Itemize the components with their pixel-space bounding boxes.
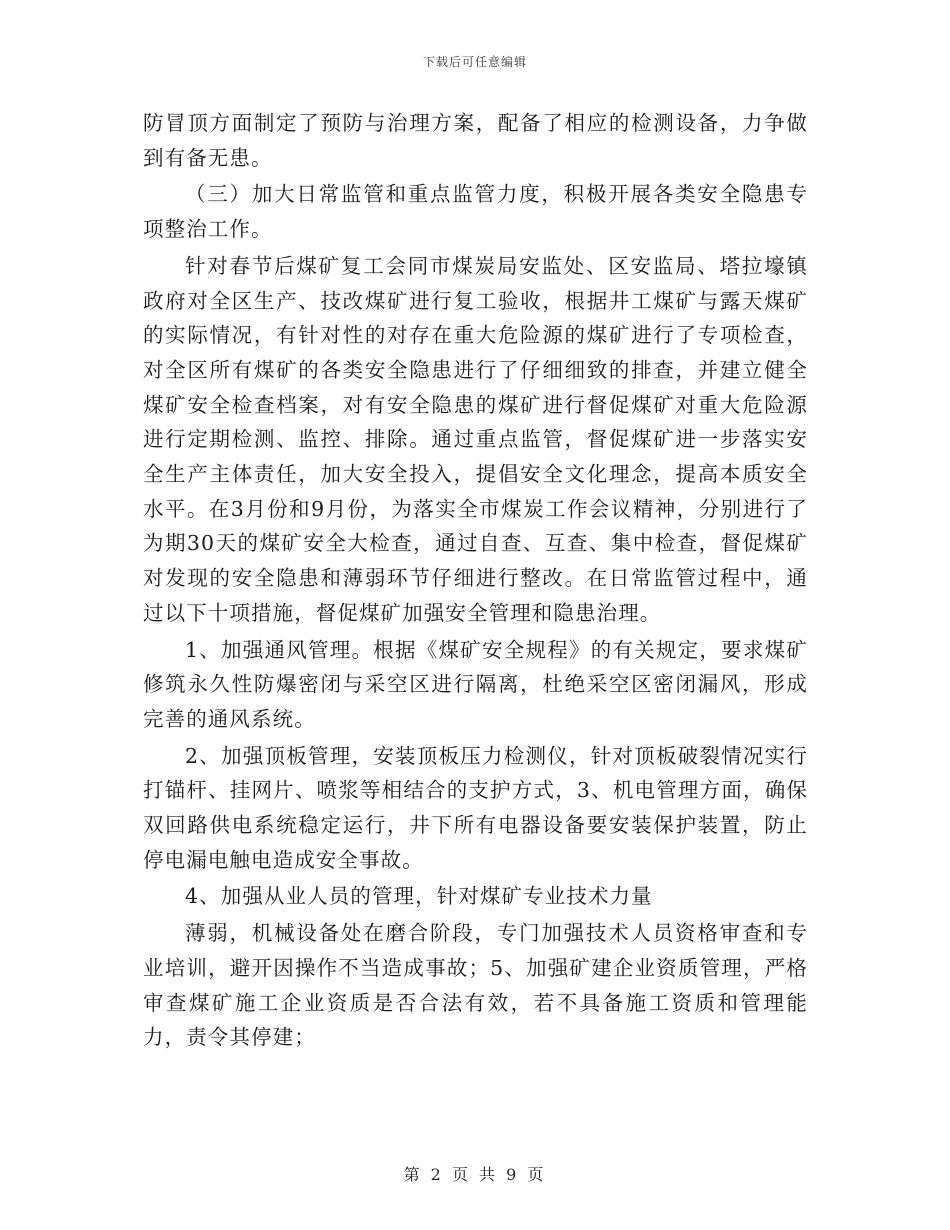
body-text — [143, 106, 808, 1057]
paragraph: 针对春节后煤矿复工会同市煤炭局安监处、区安监局、塔拉壕镇政府对全区生产、技改煤矿进行复工验收，根据井工煤矿与露天煤矿的实际情况，有针对性的对存在重大危险源的煤矿进行了专项检查，对全区所有煤矿的各类安全隐患进行了仔细细致的排查，并建立健全煤矿安全检查档案，对有安全隐患的煤矿进行督促煤矿对重大危险源进行定期检测、监控、排除。通过重点监管，督促煤矿进一步落实安全生产主体责任，加大安全投入，提倡安全文化理念，提高本质安全水平。在3月份和9月份，为落实全市煤炭工作会议精神，分别进行了为期30天的煤矿安全大检查，通过自查、互查、集中检查，督促煤矿对发现的安全隐患和薄弱环节仔细进行整改。在日常监管过程中，通过以下十项措施，督促煤矿加强安全管理和隐患治理。 — [143, 253, 808, 625]
paragraph: 2、加强顶板管理，安装顶板压力检测仪，针对顶板破裂情况实行打锚杆、挂网片、喷浆等相结合的支护方式，3、机电管理方面，确保双回路供电系统稳定运行，井下所有电器设备要安装保护装置，防止停电漏电触电造成安全事故。 — [143, 743, 808, 872]
paragraph: （三）加大日常监管和重点监管力度，积极开展各类安全隐患专项整治工作。 — [143, 182, 808, 242]
paragraph: 1、加强通风管理。根据《煤矿安全规程》的有关规定，要求煤矿修筑永久性防爆密闭与采空区进行隔离，杜绝采空区密闭漏风，形成完善的通风系统。 — [143, 637, 808, 731]
page-number-footer: 第 2 页 共 9 页 — [403, 1165, 547, 1184]
paragraph: 防冒顶方面制定了预防与治理方案，配备了相应的检测设备，力争做到有备无患。 — [143, 111, 808, 170]
paragraph: 4、加强从业人员的管理，针对煤矿专业技术力量 — [185, 884, 653, 909]
paragraph: 薄弱，机械设备处在磨合阶段，专门加强技术人员资格审查和专业培训，避开因操作不当造成事故；5、加强矿建企业资质管理，严格审查煤矿施工企业资质是否合法有效，若不具备施工资质和管理能力，责令其停建； — [143, 921, 808, 1050]
header-note: 下载后可任意编辑 — [422, 55, 527, 69]
